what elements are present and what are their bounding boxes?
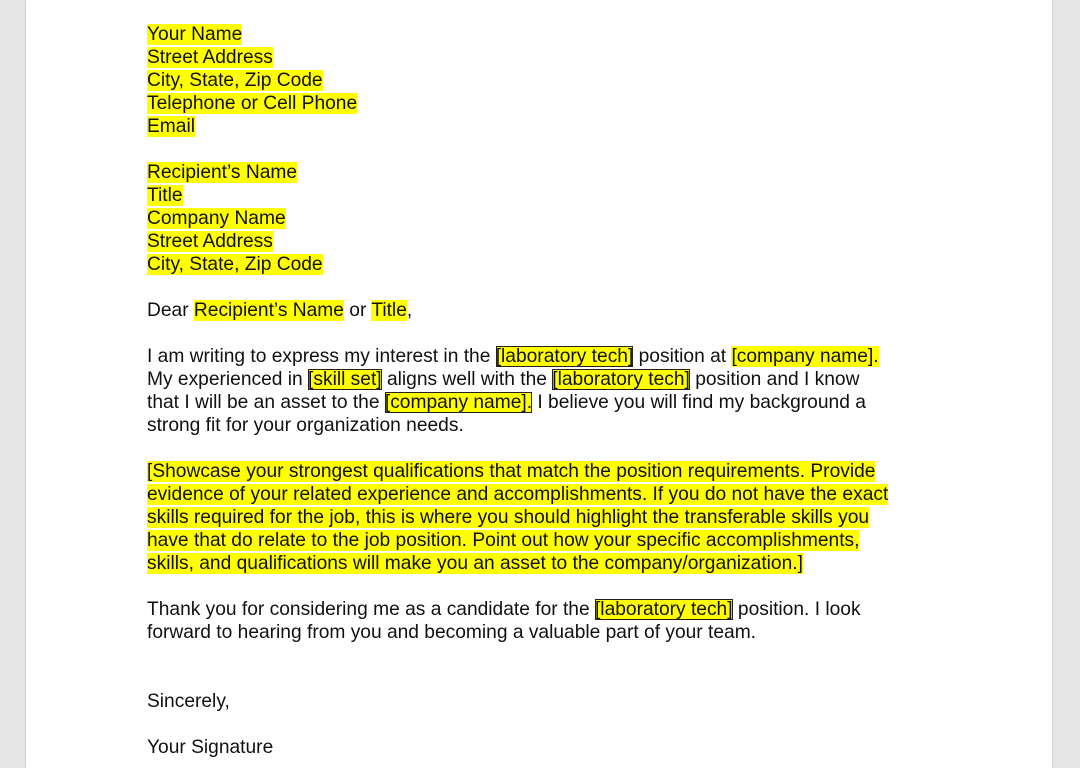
sign-off: [147, 690, 947, 759]
para1-text: position at: [633, 346, 732, 367]
salutation-or: or: [343, 300, 372, 321]
document-page: [26, 0, 1052, 768]
salutation-name[interactable]: Recipient’s Name: [193, 300, 344, 321]
letter-body: [147, 23, 947, 759]
sender-email[interactable]: Email: [147, 116, 195, 137]
salutation-comma: ,: [406, 300, 413, 321]
recipient-city[interactable]: City, State, Zip Code: [147, 254, 323, 275]
para1-text: aligns well with the: [381, 369, 553, 390]
para1-text: My experienced in: [147, 369, 309, 390]
sender-street[interactable]: Street Address: [147, 47, 273, 68]
para3-text: forward to hearing from you and becoming a valuable part of your team.: [147, 622, 757, 643]
salutation-title[interactable]: Title: [371, 300, 407, 321]
recipient-name[interactable]: Recipient’s Name: [147, 162, 298, 183]
salutation: [147, 299, 947, 322]
recipient-title[interactable]: Title: [147, 185, 183, 206]
para3-text: position. I look: [732, 599, 861, 620]
para3-text: Thank you for considering me as a candidate for the: [147, 599, 595, 620]
para1-text: that I will be an asset to the: [147, 392, 385, 413]
paragraph-qualifications: [147, 460, 947, 575]
sincerely-text: Sincerely,: [147, 691, 230, 712]
placeholder-skill-set[interactable]: [skill set]: [308, 369, 382, 390]
qualifications-line[interactable]: skills required for the job, this is where you should highlight the transferable skills you: [147, 507, 870, 528]
placeholder-position[interactable]: [laboratory tech]: [594, 599, 733, 620]
sender-city[interactable]: City, State, Zip Code: [147, 70, 323, 91]
para1-text: strong fit for your organization needs.: [147, 415, 464, 436]
recipient-street[interactable]: Street Address: [147, 231, 273, 252]
placeholder-position[interactable]: [laboratory tech]: [495, 346, 634, 367]
qualifications-line[interactable]: [Showcase your strongest qualifications that match the position requirements. Provide: [147, 461, 876, 482]
placeholder-company[interactable]: [company name].: [731, 346, 879, 367]
paragraph-intro: [147, 345, 947, 437]
placeholder-company[interactable]: [company name].: [384, 392, 533, 413]
signature-text: Your Signature: [147, 737, 274, 758]
para1-text: I believe you will find my background a: [532, 392, 866, 413]
sender-block: [147, 23, 947, 138]
qualifications-line[interactable]: evidence of your related experience and accomplishments. If you do not have the exact: [147, 484, 889, 505]
qualifications-line[interactable]: skills, and qualifications will make you an asset to the company/organization.]: [147, 553, 803, 574]
sender-phone[interactable]: Telephone or Cell Phone: [147, 93, 358, 114]
paragraph-closing: [147, 598, 947, 644]
salutation-dear: Dear: [147, 300, 194, 321]
placeholder-position[interactable]: [laboratory tech]: [552, 369, 690, 390]
qualifications-line[interactable]: have that do relate to the job position. Point out how your specific accomplishments,: [147, 530, 860, 551]
para1-text: I am writing to express my interest in the: [147, 346, 496, 367]
recipient-block: [147, 161, 947, 276]
sender-name[interactable]: Your Name: [147, 24, 243, 45]
para1-text: position and I know: [689, 369, 860, 390]
recipient-company[interactable]: Company Name: [147, 208, 286, 229]
